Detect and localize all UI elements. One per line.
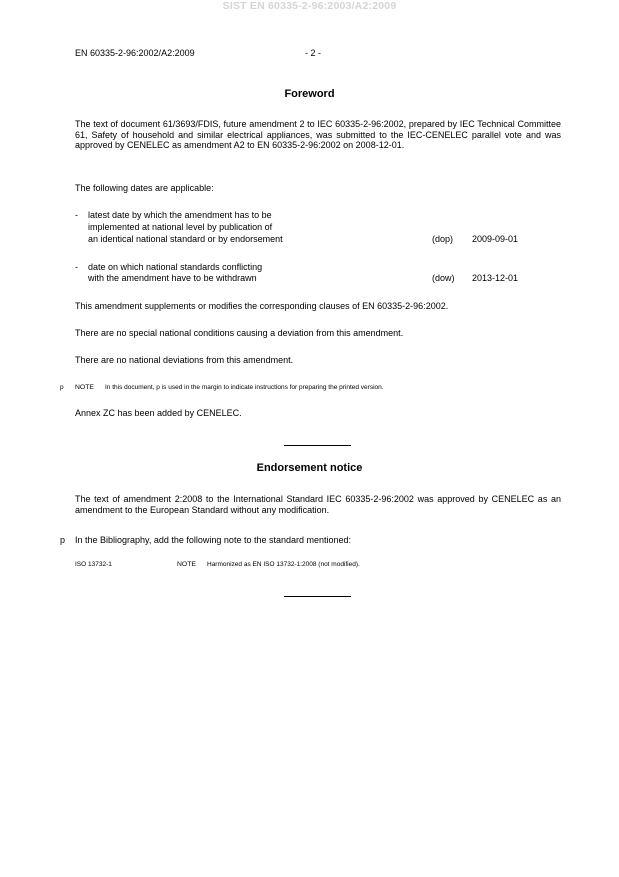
bibliography-note-label: NOTE <box>177 561 196 568</box>
endorsement-title: Endorsement notice <box>256 462 363 474</box>
supplement-text: This amendment supplements or modifies the corresponding clauses of EN 60335-2-96:2002. <box>75 301 449 311</box>
national-deviations-text: There are no national deviations from this amendment. <box>75 355 294 365</box>
annex-text: Annex ZC has been added by CENELEC. <box>75 408 242 418</box>
foreword-intro: The text of document 61/3693/FDIS, future amendment 2 to IEC 60335-2-96:2002, prepared by IEC Technical Committee 61, Safety of household and similar electrical appliances, was submitted to the IEC-CENELEC parallel vote and was approved by CENELEC as amendment A2 to EN 60335-2-96:2002 on 2008-12-01. <box>75 119 561 151</box>
bibliography-instruction: In the Bibliography, add the following note to the standard mentioned: <box>75 535 352 545</box>
endorsement-text: The text of amendment 2:2008 to the International Standard IEC 60335-2-96:2002 was approved by CENELEC as an amendment to the European Standard without any modification. <box>75 494 561 515</box>
list-item-dash: - <box>75 210 78 220</box>
dates-intro: The following dates are applicable: <box>75 183 214 193</box>
dow-description-line: with the amendment have to be withdrawn <box>88 273 257 283</box>
dow-code: (dow) <box>432 273 455 283</box>
bibliography-note-text: Harmonized as EN ISO 13732-1:2008 (not modified). <box>207 561 360 568</box>
watermark: SIST EN 60335-2-96:2003/A2:2009 <box>222 0 397 12</box>
special-conditions-text: There are no special national conditions causing a deviation from this amendment. <box>75 328 404 338</box>
dow-description-line: date on which national standards conflicting <box>88 262 263 272</box>
bibliography-standard: ISO 13732-1 <box>75 561 112 568</box>
document-id: EN 60335-2-96:2002/A2:2009 <box>75 48 195 58</box>
list-item-dash: - <box>75 262 78 272</box>
dow-date: 2013-12-01 <box>472 273 519 283</box>
note-text: In this document, p is used in the margin to indicate instructions for preparing the printed version. <box>105 384 384 391</box>
dop-description-line: implemented at national level by publication of <box>88 222 273 232</box>
dop-description-line: an identical national standard or by endorsement <box>88 234 283 244</box>
page-number: - 2 - <box>305 48 322 58</box>
dop-code: (dop) <box>432 234 454 244</box>
end-divider <box>284 596 351 597</box>
foreword-title: Foreword <box>284 88 335 100</box>
dop-description-line: latest date by which the amendment has to be <box>88 210 272 220</box>
dop-date: 2009-09-01 <box>472 234 519 244</box>
section-divider <box>284 445 351 446</box>
print-marker: p <box>60 535 66 545</box>
print-marker: p <box>60 384 64 391</box>
note-label: NOTE <box>75 384 94 391</box>
